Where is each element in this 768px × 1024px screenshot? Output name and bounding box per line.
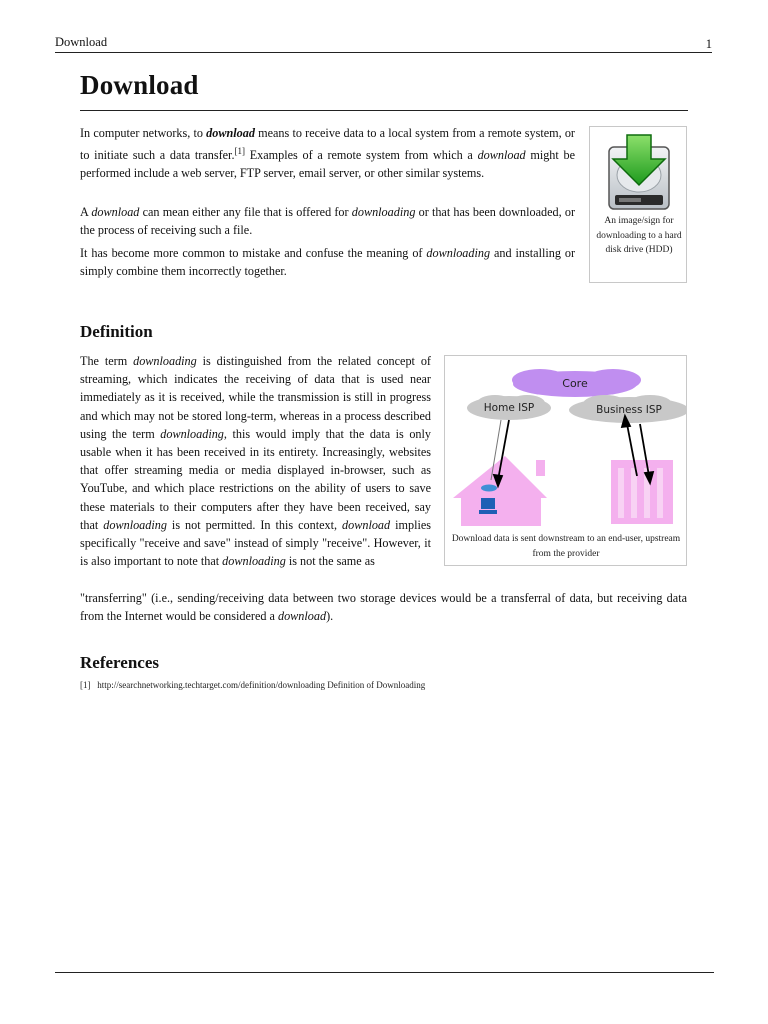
- reference-link[interactable]: http://searchnetworking.techtarget.com/definition/downloading Definition of Downloading: [97, 680, 426, 690]
- intro-paragraph-2: A download can mean either any file that is offered for downloading or that has been downloaded, or the process of receiving such a file.: [80, 205, 576, 238]
- page-title: Download: [80, 70, 199, 100]
- citation-link-1[interactable]: [1]: [234, 146, 245, 157]
- footer-divider: [55, 972, 714, 973]
- computer-icon: [481, 498, 495, 509]
- running-title: Download: [55, 35, 108, 49]
- router-icon: [481, 485, 497, 492]
- intro-paragraph-3: It has become more common to mistake and confuse the meaning of downloading and installing or simply combine them incorrectly together.: [80, 246, 576, 279]
- definition-paragraph: The term downloading is distinguished from the related concept of streaming, which indicates the receiving of data that is used near immediately as it is received, while the transmission is still in progress and which may not be stored long-term, whereas in a process described using the term downloading, this would imply that the data is only usable when it has been received in its entirety. Increasingly, websites that offer streaming media or media displayed in-browser, such as YouTube, and which place restrictions on the ability of users to save these materials to their computers after they have been received, say that downloading is not permitted. In this context, download implies specifically "receive and save" instead of simply "receive". However, it is also important to note that downloading is not the same as: [80, 354, 432, 569]
- reference-item: [80, 680, 425, 690]
- page-number: 1: [705, 37, 712, 51]
- figure-hdd-download: [589, 126, 687, 283]
- core-label: Core: [562, 377, 588, 390]
- network-diagram: [445, 356, 686, 528]
- section-heading-definition: Definition: [80, 322, 153, 341]
- running-header: [55, 35, 712, 53]
- intro-paragraph-1: In computer networks, to download means to receive data to a local system from a remote system, or to initiate such a data transfer.[1] Examples of a remote system from which a download might be performed include a web server, FTP server, email server, or other similar systems.: [80, 126, 575, 181]
- business-isp-label: Business ISP: [596, 404, 662, 416]
- home-isp-label: Home ISP: [483, 402, 535, 414]
- business-isp-cloud: [569, 395, 686, 423]
- download-hdd-icon: [605, 133, 673, 213]
- core-cloud: [512, 369, 641, 397]
- title-divider: [80, 110, 688, 111]
- home-isp-cloud: [467, 395, 551, 420]
- figure-network-caption: Download data is sent downstream to an end-user, upstream from the provider: [451, 534, 681, 559]
- figure-network-diagram: [444, 355, 687, 566]
- reference-list: [80, 680, 425, 690]
- figure-hdd-caption: An image/sign for downloading to a hard disk drive (HDD): [596, 216, 682, 255]
- business-building: [611, 460, 673, 524]
- section-heading-references: References: [80, 653, 159, 672]
- definition-paragraph-continued: "transferring" (i.e., sending/receiving data between two storage devices would be a transferral of data, but receiving data from the Internet would be considered a download).: [80, 591, 687, 624]
- term-download: download: [206, 126, 255, 140]
- reference-number: [1]: [80, 680, 91, 690]
